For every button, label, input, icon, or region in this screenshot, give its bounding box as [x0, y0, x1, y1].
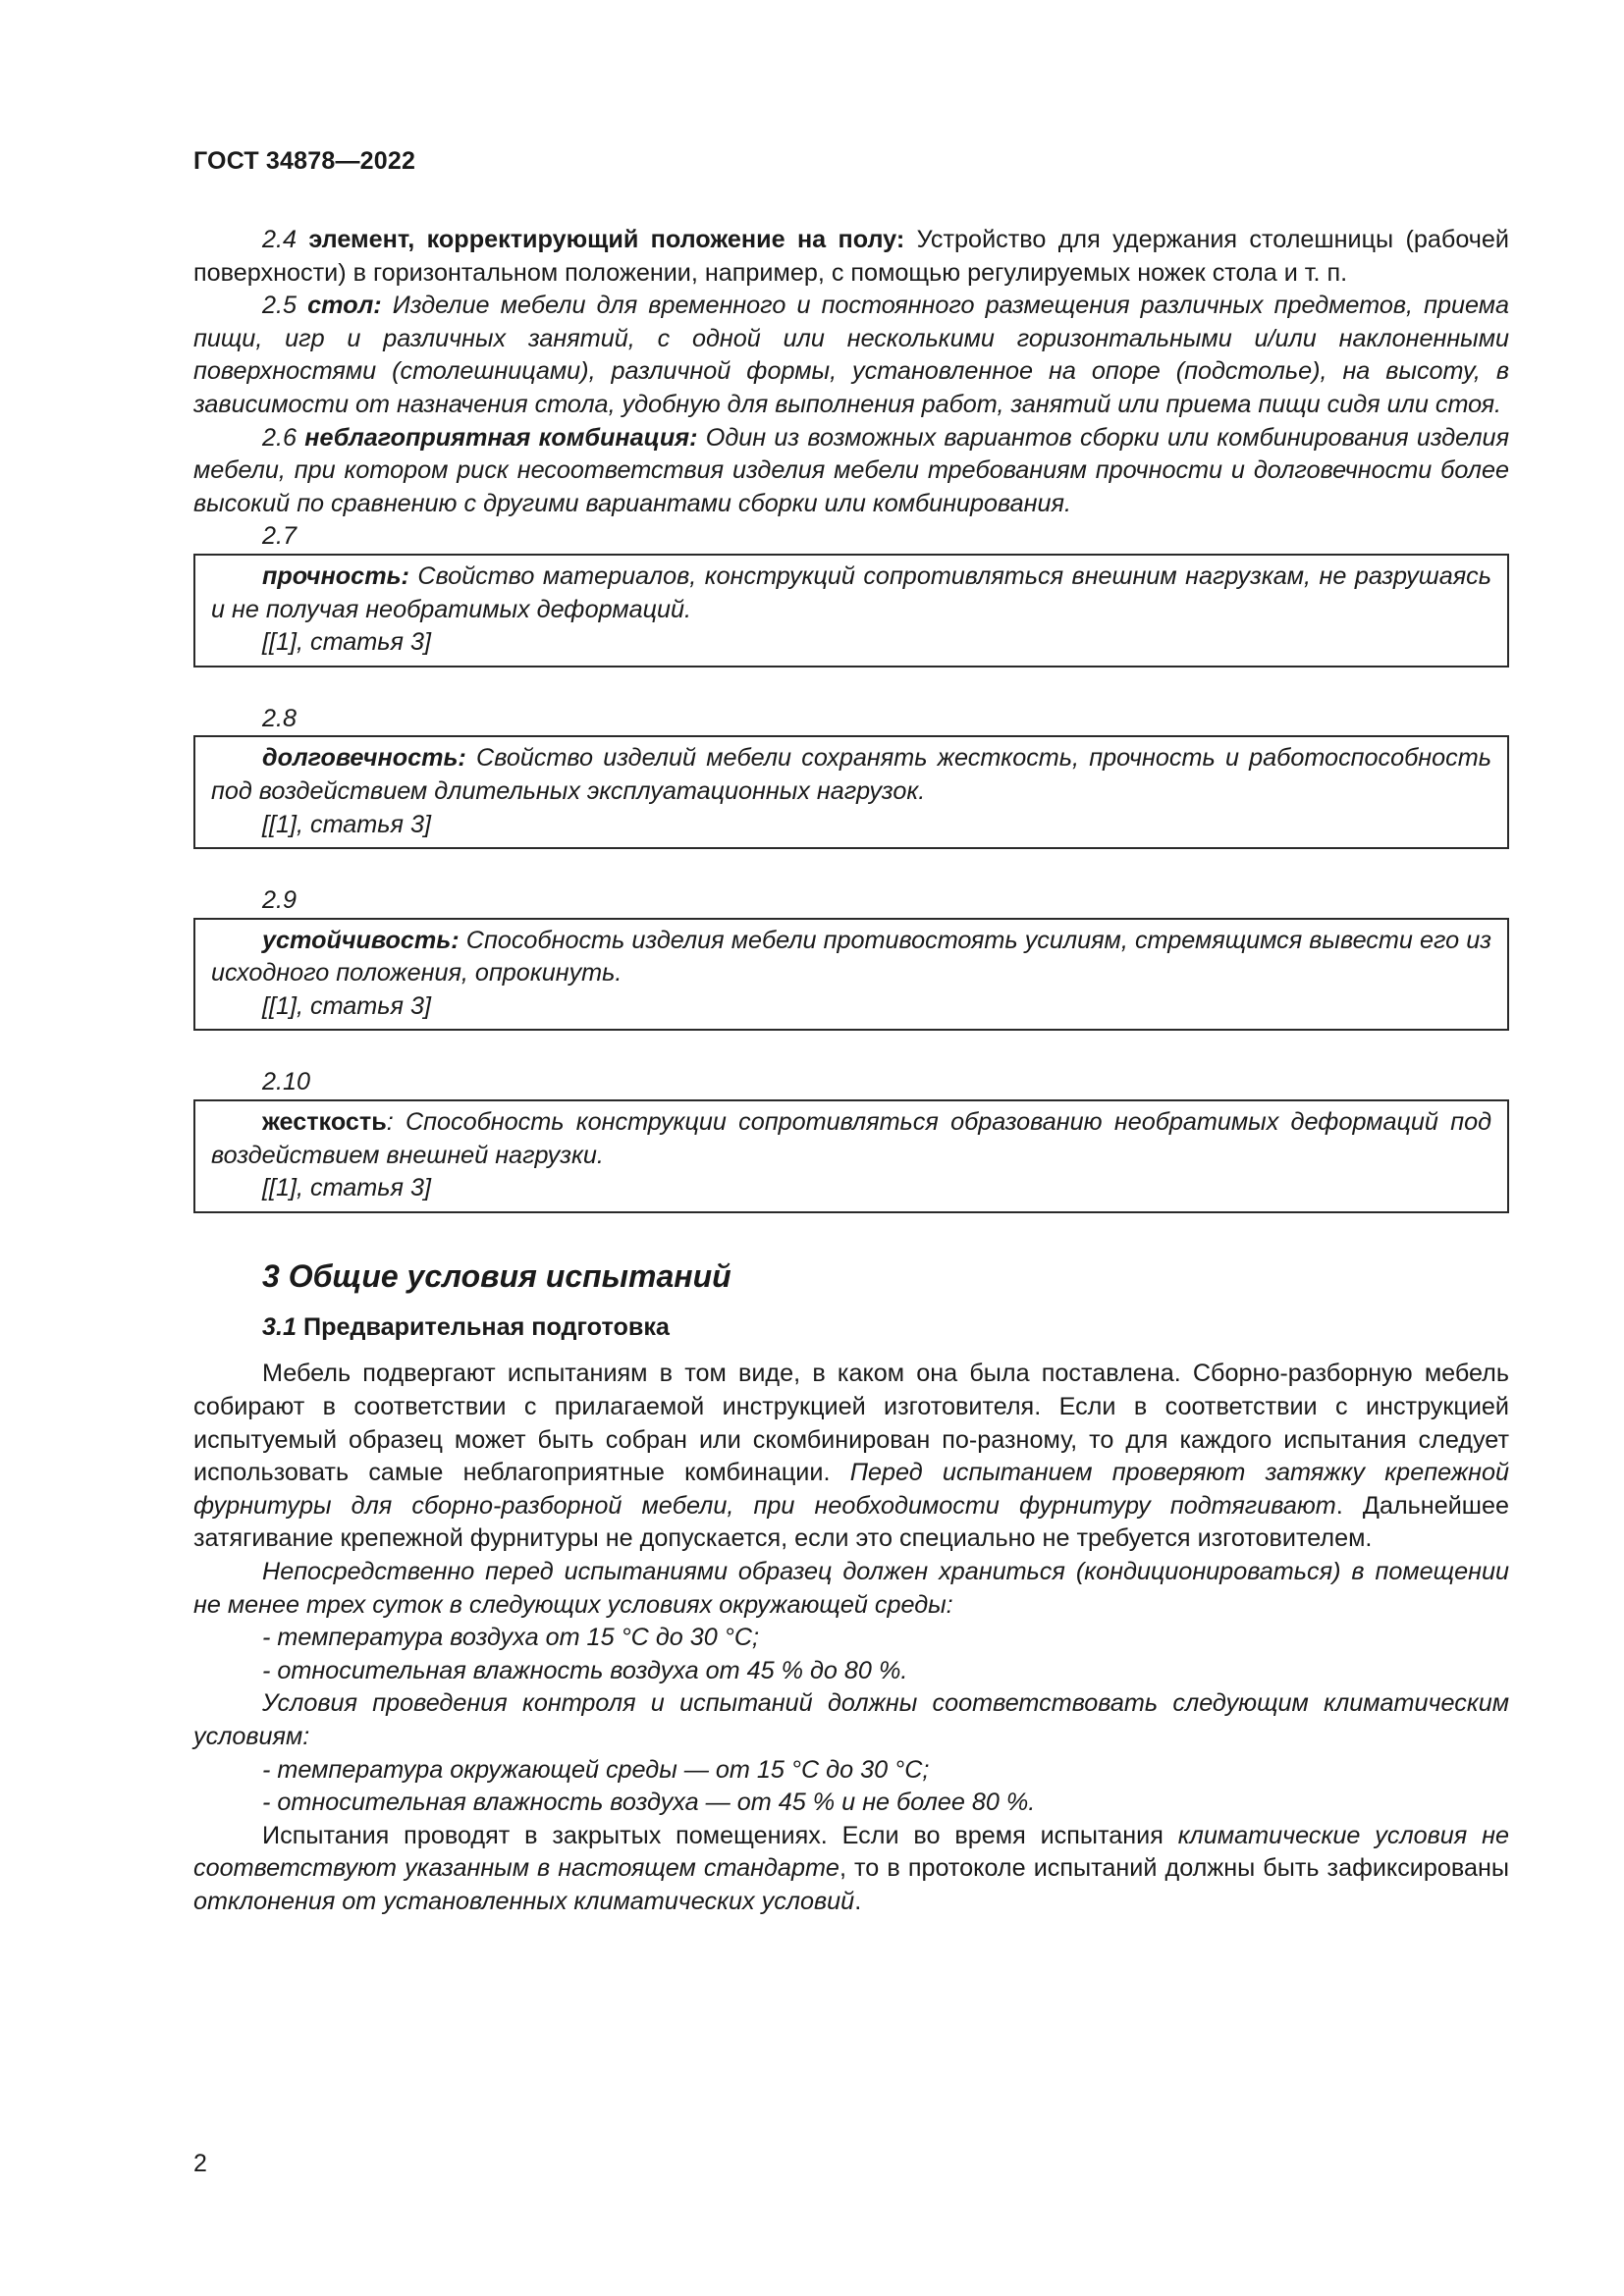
subsection-number: 3.1: [262, 1312, 298, 1341]
term: устойчивость:: [262, 926, 460, 954]
definition-body: Способность изделия мебели противостоять усилиям, стремящимся вывести его из исходного положения, опрокинуть.: [211, 926, 1491, 988]
paragraph-italic-text: климатические условия не соответствуют указанным в настоящем стандарте: [193, 1821, 1509, 1883]
source-reference: [[1], статья 3]: [262, 628, 431, 657]
term: стол:: [307, 292, 382, 320]
subsection-name: Предварительная подготовка: [297, 1312, 670, 1341]
clause-number-2-9: 2.9: [262, 886, 298, 915]
clause-number-2-10: 2.10: [262, 1068, 311, 1096]
definition-text: Один из возможных вариантов сборки или комбинирования изделия мебели, при котором риск несоответствия изделия мебели требованиям прочности и долговечности более высокий по сравнению с другими вариантами сборки или комбинирования.: [193, 423, 1510, 517]
source-reference: [[1], статья 3]: [262, 810, 431, 838]
clause-number: 2.6: [262, 423, 298, 452]
document-header: ГОСТ 34878—2022: [193, 147, 416, 175]
clause-number-2-8: 2.8: [262, 704, 298, 732]
definition-text: [211, 1106, 1491, 1172]
paragraph-italic-text: Перед испытанием проверяют затяжку крепежной фурнитуры для сборно-разборной мебели, при необходимости фурнитуру подтягивают: [193, 1459, 1509, 1520]
section-title: 3 Общие условия испытаний: [262, 1257, 731, 1294]
definition-2-5: [193, 290, 1509, 421]
subsection-title: [262, 1311, 1509, 1345]
paragraph: Условия проведения контроля и испытаний должны соответствовать следующим климатическим условиям:: [193, 1689, 1509, 1750]
definition-body: Свойство изделий мебели сохранять жесткость, прочность и работоспособность под воздействием длительных эксплуатационных нагрузок.: [211, 744, 1491, 805]
definition-text: [211, 561, 1491, 626]
paragraph-italic-text: отклонения от установленных климатических условий: [193, 1887, 855, 1915]
term: неблагоприятная комбинация:: [304, 423, 698, 452]
list-item: - относительная влажность воздуха — от 45 % и не более 80 %.: [262, 1789, 1036, 1817]
paragraph: [193, 1358, 1509, 1556]
list-item: - температура окружающей среды — от 15 °С до 30 °С;: [262, 1755, 930, 1784]
page-number: 2: [193, 2150, 207, 2177]
source-reference: [[1], статья 3]: [262, 1174, 431, 1202]
paragraph-text: Мебель подвергают испытаниям в том виде, в каком она была поставлена. Сборно-разборную мебель собирают в соответствии с прилагаемой инструкцией изготовителя. Если в соответствии с инструкцией испытуемый образец может быть собран или скомбинирован по-разному, то для каждого испытания следует использовать самые неблагоприятные комбинации.: [193, 1360, 1509, 1487]
clause-number-2-7: 2.7: [262, 522, 298, 551]
definition-text: [211, 925, 1491, 990]
list-item: - относительная влажность воздуха от 45 % до 80 %.: [262, 1656, 908, 1684]
term: элемент, корректирующий положение на полу:: [308, 226, 905, 253]
definition-text: Изделие мебели для временного и постоянного размещения различных предметов, приема пищи, игр и различных занятий, с одной или несколькими горизонтальными и/или наклоненными поверхностями (столешницами), различной формы, установленное на опоре (подстолье), на высоту, в зависимости от назначения стола, удобную для выполнения работ, занятий или приема пищи сидя или стоя.: [193, 292, 1510, 418]
term: прочность:: [262, 561, 409, 590]
definition-2-4: [193, 224, 1509, 290]
term: жесткость: [262, 1108, 387, 1137]
term-colon: :: [386, 1108, 394, 1137]
definition-body: Свойство материалов, конструкций сопротивляться внешним нагрузкам, не разрушаясь и не получая необратимых деформаций.: [211, 561, 1491, 623]
definition-text: Устройство для удержания столешницы (рабочей поверхности) в горизонтальном положении, например, с помощью регулируемых ножек стола и т. п.: [193, 226, 1509, 287]
definition-box-2-8: [193, 735, 1509, 849]
term: долговечность:: [262, 744, 466, 773]
source-reference: [[1], статья 3]: [262, 991, 431, 1020]
clause-number: 2.4: [262, 226, 298, 253]
list-item: - температура воздуха от 15 °С до 30 °С;: [262, 1624, 760, 1652]
paragraph: [193, 1820, 1509, 1919]
paragraph-text: . Дальнейшее затягивание крепежной фурнитуры не допускается, если это специально не требуется изготовителем.: [193, 1491, 1510, 1553]
definition-body: Способность конструкции сопротивляться образованию необратимых деформаций под воздействием внешней нагрузки.: [211, 1108, 1491, 1169]
paragraph-text: , то в протоколе испытаний должны быть зафиксированы: [839, 1854, 1510, 1883]
definition-box-2-10: [193, 1099, 1509, 1213]
definition-box-2-7: [193, 554, 1509, 667]
definition-box-2-9: [193, 918, 1509, 1032]
paragraph: Непосредственно перед испытаниями образец должен храниться (кондиционироваться) в помещении не менее трех суток в следующих условиях окружающей среды:: [193, 1558, 1509, 1619]
definition-2-6: [193, 422, 1509, 521]
clause-number: 2.5: [262, 292, 298, 320]
document-body: [193, 224, 1509, 1919]
definition-text: [211, 742, 1491, 808]
paragraph-text: .: [854, 1887, 862, 1915]
paragraph-text: Испытания проводят в закрытых помещениях. Если во время испытания: [262, 1821, 1178, 1849]
